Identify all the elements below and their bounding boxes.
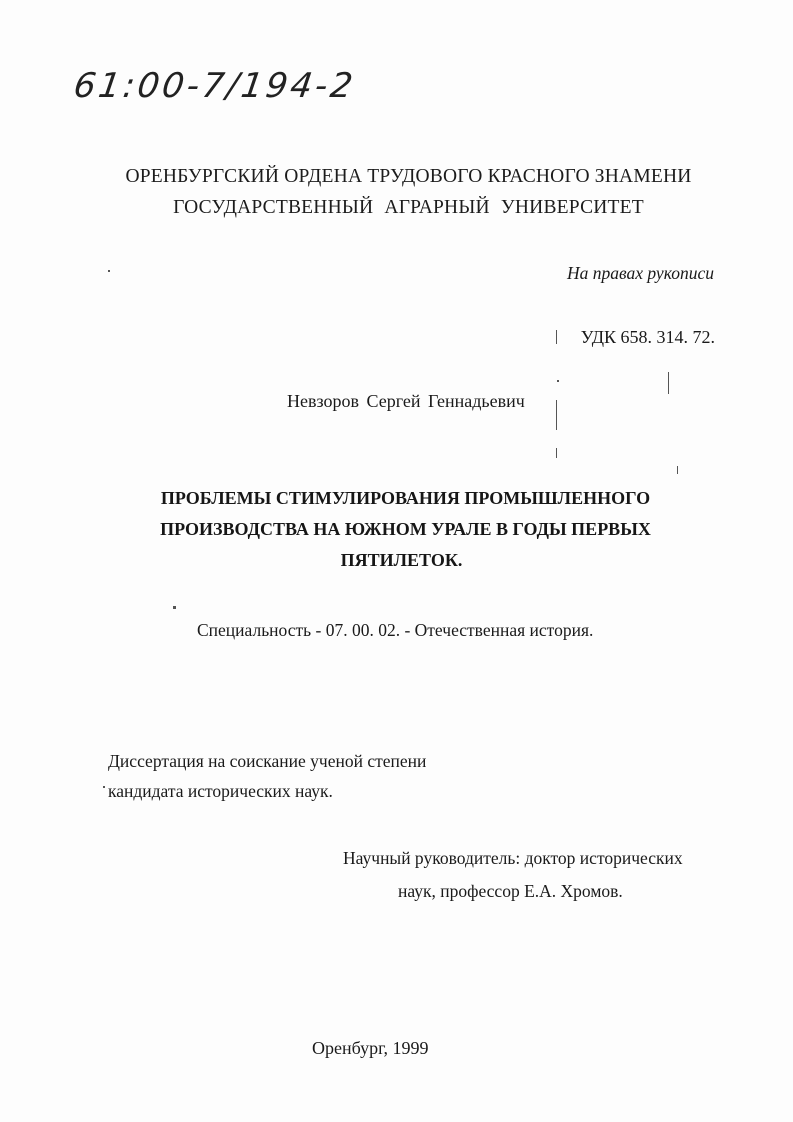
scientific-supervisor xyxy=(343,842,683,908)
dissertation-title xyxy=(0,483,793,576)
author-name: Невзоров Сергей Геннадьевич xyxy=(287,391,525,411)
title-line2: ПРОИЗВОДСТВА НА ЮЖНОМ УРАЛЕ В ГОДЫ ПЕРВЫХ xyxy=(160,519,651,539)
manuscript-rights-note: На правах рукописи xyxy=(567,263,714,283)
supervisor-line2: наук, профессор Е.А. Хромов. xyxy=(398,881,623,901)
title-line1: ПРОБЛЕМЫ СТИМУЛИРОВАНИЯ ПРОМЫШЛЕННОГО xyxy=(160,488,651,508)
specialty-line: Специальность - 07. 00. 02. - Отечественная история. xyxy=(197,620,594,640)
supervisor-line1: Научный руководитель: доктор исторических xyxy=(343,848,683,868)
place-and-year: Оренбург, 1999 xyxy=(312,1038,429,1058)
degree-statement xyxy=(108,746,426,806)
degree-line1: Диссертация на соискание ученой степени xyxy=(108,751,427,771)
institution-name-line2: ГОСУДАРСТВЕННЫЙ АГРАРНЫЙ УНИВЕРСИТЕТ xyxy=(173,197,644,218)
udk-code: УДК 658. 314. 72. xyxy=(580,327,715,347)
title-line3: ПЯТИЛЕТОК. xyxy=(340,550,463,570)
degree-line2: кандидата исторических наук. xyxy=(108,781,333,801)
institution-name-line1: ОРЕНБУРГСКИЙ ОРДЕНА ТРУДОВОГО КРАСНОГО ЗНАМЕНИ xyxy=(125,166,692,187)
archive-number-handwritten: 61:00-7/194-2 xyxy=(71,66,358,106)
